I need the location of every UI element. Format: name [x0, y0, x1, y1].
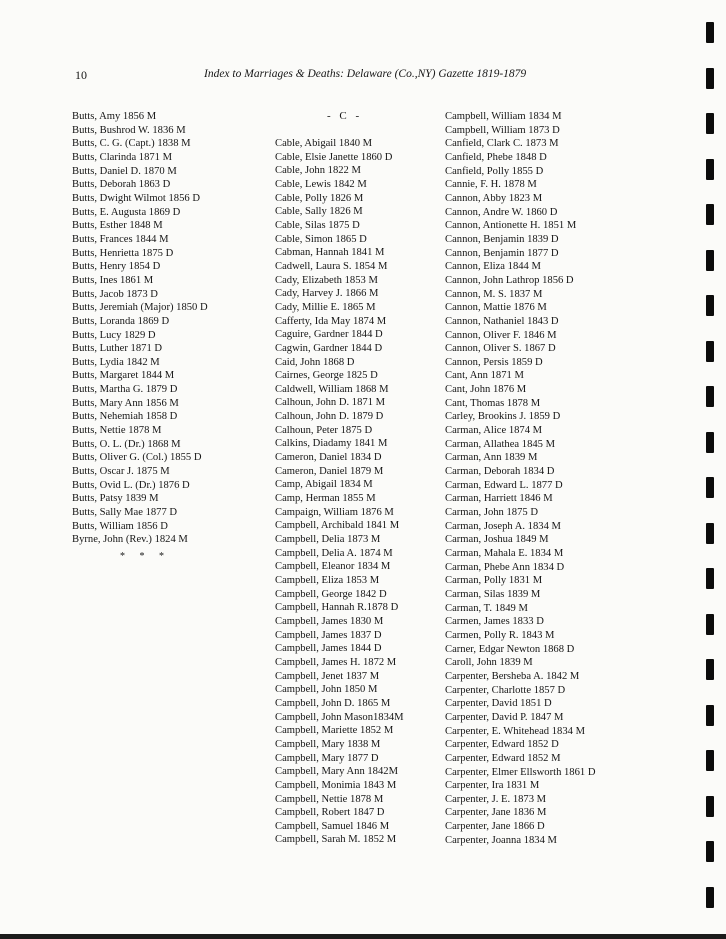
index-column-3: [445, 110, 596, 847]
index-entry: Carman, Alice 1874 M: [445, 425, 543, 437]
binding-hole: [706, 68, 714, 89]
index-entry: Cannon, Benjamin 1839 D: [445, 233, 559, 245]
index-entry: Cannon, Abby 1823 M: [445, 192, 543, 204]
binding-hole: [706, 796, 714, 817]
index-entry: Carman, Joseph A. 1834 M: [445, 520, 561, 532]
section-c-heading: - C -: [327, 110, 363, 122]
index-entry: Cannon, Antionette H. 1851 M: [445, 220, 577, 232]
index-entry: Caguire, Gardner 1844 D: [275, 329, 383, 341]
binding-hole: [706, 432, 714, 453]
page-number: 10: [75, 68, 87, 82]
index-entry: Campbell, George 1842 D: [275, 588, 387, 600]
index-entry: Campaign, William 1876 M: [275, 506, 394, 518]
index-entry: Butts, Jeremiah (Major) 1850 D: [72, 302, 208, 314]
index-entry: Cannie, F. H. 1878 M: [445, 179, 537, 191]
bottom-edge-rule: [0, 934, 726, 939]
binding-hole: [706, 887, 714, 908]
binding-hole: [706, 113, 714, 134]
index-entry: Carman, Allathea 1845 M: [445, 438, 556, 450]
index-entry: Cannon, Benjamin 1877 D: [445, 247, 559, 259]
index-entry: Campbell, James H. 1872 M: [275, 656, 397, 668]
index-entry: Carpenter, Ira 1831 M: [445, 780, 540, 792]
index-entry: Butts, Luther 1871 D: [72, 343, 163, 355]
index-entry: Cable, John 1822 M: [275, 165, 361, 177]
index-entry: Butts, Daniel D. 1870 M: [72, 165, 177, 177]
index-entry: Butts, Ovid L. (Dr.) 1876 D: [72, 479, 190, 491]
index-entry: Cannon, John Lathrop 1856 D: [445, 274, 574, 286]
index-entry: Butts, Esther 1848 M: [72, 220, 163, 232]
index-entry: Carman, T. 1849 M: [445, 602, 528, 614]
index-entry: Carpenter, E. Whitehead 1834 M: [445, 725, 585, 737]
index-entry: Cady, Elizabeth 1853 M: [275, 274, 378, 286]
end-marker: * * *: [120, 551, 170, 562]
index-entry: Campbell, Hannah R.1878 D: [275, 602, 399, 614]
index-entry: Byrne, John (Rev.) 1824 M: [72, 534, 188, 546]
index-entry: Butts, C. G. (Capt.) 1838 M: [72, 138, 191, 150]
index-entry: Cannon, Eliza 1844 M: [445, 261, 541, 273]
index-entry: Butts, Oscar J. 1875 M: [72, 466, 170, 478]
index-entry: Carman, Ann 1839 M: [445, 452, 538, 464]
index-entry: Campbell, Mary Ann 1842M: [275, 766, 398, 778]
index-entry: Butts, O. L. (Dr.) 1868 M: [72, 438, 181, 450]
index-entry: Butts, Deborah 1863 D: [72, 179, 171, 191]
index-entry: Butts, Nettie 1878 M: [72, 425, 162, 437]
index-entry: Campbell, Robert 1847 D: [275, 807, 385, 819]
index-entry: Canfield, Polly 1855 D: [445, 165, 544, 177]
index-entry: Butts, Lucy 1829 D: [72, 329, 156, 341]
index-entry: Butts, Dwight Wilmot 1856 D: [72, 192, 200, 204]
binding-hole: [706, 659, 714, 680]
binding-hole: [706, 250, 714, 271]
index-entry: Carman, John 1875 D: [445, 507, 538, 519]
binding-hole: [706, 568, 714, 589]
binding-hole: [706, 705, 714, 726]
index-entry: Butts, Clarinda 1871 M: [72, 151, 173, 163]
index-entry: Calhoun, John D. 1879 D: [275, 411, 384, 423]
index-entry: Cameron, Daniel 1879 M: [275, 465, 384, 477]
index-entry: Cable, Silas 1875 D: [275, 219, 360, 231]
index-entry: Campbell, Sarah M. 1852 M: [275, 834, 397, 846]
index-entry: Carley, Brookins J. 1859 D: [445, 411, 561, 423]
index-entry: Cable, Polly 1826 M: [275, 192, 364, 204]
binding-hole: [706, 22, 714, 43]
index-entry: Campbell, Eleanor 1834 M: [275, 561, 391, 573]
index-entry: Cable, Lewis 1842 M: [275, 178, 367, 190]
page-title: Index to Marriages & Deaths: Delaware (Co.,NY) Gazette 1819-1879: [204, 68, 527, 80]
index-entry: Campbell, Mary 1838 M: [275, 738, 381, 750]
index-entry: Cannon, Nathaniel 1843 D: [445, 315, 559, 327]
index-entry: Carman, Silas 1839 M: [445, 588, 541, 600]
index-entry: Carpenter, Joanna 1834 M: [445, 834, 557, 846]
binding-hole: [706, 477, 714, 498]
index-entry: Campbell, Archibald 1841 M: [275, 520, 400, 532]
index-entry: Camp, Herman 1855 M: [275, 493, 376, 505]
index-entry: Cant, Ann 1871 M: [445, 370, 524, 382]
index-entry: Butts, Sally Mae 1877 D: [72, 507, 178, 519]
index-entry: Carpenter, Charlotte 1857 D: [445, 684, 566, 696]
index-entry: Cagwin, Gardner 1844 D: [275, 342, 383, 354]
index-entry: Carmen, James 1833 D: [445, 616, 544, 628]
binding-hole: [706, 159, 714, 180]
index-entry: Butts, Lydia 1842 M: [72, 356, 160, 368]
index-entry: Campbell, Delia 1873 M: [275, 534, 381, 546]
index-entry: Cady, Harvey J. 1866 M: [275, 288, 379, 300]
index-entry: Campbell, Mary 1877 D: [275, 752, 379, 764]
index-entry: Canfield, Clark C. 1873 M: [445, 138, 559, 150]
index-entry: Campbell, Jenet 1837 M: [275, 670, 380, 682]
index-entry: Cafferty, Ida May 1874 M: [275, 315, 387, 327]
index-entry: Cannon, Andre W. 1860 D: [445, 206, 558, 218]
index-entry: Cant, Thomas 1878 M: [445, 397, 541, 409]
index-entry: Butts, Oliver G. (Col.) 1855 D: [72, 452, 202, 464]
index-entry: Butts, William 1856 D: [72, 520, 168, 532]
index-entry: Campbell, William 1834 M: [445, 111, 562, 122]
index-entry: Butts, Amy 1856 M: [72, 111, 157, 122]
index-entry: Calkins, Diadamy 1841 M: [275, 438, 388, 450]
binding-hole: [706, 341, 714, 362]
index-entry: Carpenter, Edward 1852 D: [445, 739, 559, 751]
index-entry: Carman, Deborah 1834 D: [445, 466, 555, 478]
index-entry: Butts, Ines 1861 M: [72, 274, 154, 286]
index-entry: Cable, Simon 1865 D: [275, 233, 367, 245]
index-entry: Canfield, Phebe 1848 D: [445, 151, 547, 163]
index-entry: Carman, Mahala E. 1834 M: [445, 548, 564, 559]
index-entry: Cabman, Hannah 1841 M: [275, 247, 385, 259]
index-entry: Campbell, Delia A. 1874 M: [275, 547, 393, 559]
index-entry: Camp, Abigail 1834 M: [275, 479, 373, 491]
index-entry: Carpenter, David 1851 D: [445, 698, 552, 710]
index-entry: Butts, Henry 1854 D: [72, 261, 161, 273]
index-entry: Butts, Mary Ann 1856 M: [72, 397, 179, 409]
index-entry: Cant, John 1876 M: [445, 384, 527, 396]
index-entry: Campbell, Monimia 1843 M: [275, 779, 397, 791]
index-column-2: [275, 137, 404, 847]
index-entry: Carpenter, Jane 1866 D: [445, 821, 545, 833]
index-entry: Caroll, John 1839 M: [445, 657, 533, 669]
index-entry: Caid, John 1868 D: [275, 356, 355, 368]
index-entry: Carman, Polly 1831 M: [445, 575, 543, 587]
index-entry: Carpenter, Elmer Ellsworth 1861 D: [445, 766, 596, 778]
index-entry: Campbell, John 1850 M: [275, 684, 378, 696]
index-entry: Carpenter, David P. 1847 M: [445, 711, 564, 723]
index-entry: Cameron, Daniel 1834 D: [275, 452, 382, 464]
index-entry: Calhoun, Peter 1875 D: [275, 424, 373, 436]
index-entry: Butts, Margaret 1844 M: [72, 370, 175, 382]
binding-hole: [706, 750, 714, 771]
index-entry: Carpenter, J. E. 1873 M: [445, 793, 547, 805]
index-entry: Carman, Edward L. 1877 D: [445, 479, 563, 491]
index-entry: Butts, Bushrod W. 1836 M: [72, 124, 186, 136]
index-entry: Butts, Martha G. 1879 D: [72, 384, 178, 396]
index-entry: Cannon, M. S. 1837 M: [445, 288, 543, 300]
index-entry: Campbell, William 1873 D: [445, 124, 560, 136]
index-entry: Cannon, Oliver F. 1846 M: [445, 329, 557, 341]
index-entry: Campbell, John D. 1865 M: [275, 697, 391, 709]
binding-hole: [706, 523, 714, 544]
index-entry: Campbell, James 1844 D: [275, 643, 382, 655]
index-entry: Cable, Abigail 1840 M: [275, 138, 373, 149]
index-entry: Cable, Elsie Janette 1860 D: [275, 151, 393, 163]
index-entry: Butts, E. Augusta 1869 D: [72, 206, 181, 218]
index-entry: Carpenter, Edward 1852 M: [445, 752, 561, 764]
index-entry: Cannon, Oliver S. 1867 D: [445, 343, 556, 355]
index-column-1: [72, 110, 208, 547]
index-entry: Butts, Loranda 1869 D: [72, 315, 170, 327]
index-entry: Campbell, Nettie 1878 M: [275, 793, 384, 805]
index-entry: Carmen, Polly R. 1843 M: [445, 629, 555, 641]
index-entry: Cable, Sally 1826 M: [275, 206, 363, 218]
index-entry: Carpenter, Jane 1836 M: [445, 807, 547, 819]
binding-hole: [706, 614, 714, 635]
index-entry: Cadwell, Laura S. 1854 M: [275, 260, 388, 272]
index-entry: Cannon, Mattie 1876 M: [445, 302, 547, 314]
index-entry: Butts, Patsy 1839 M: [72, 493, 159, 505]
index-entry: Cairnes, George 1825 D: [275, 370, 378, 382]
index-entry: Campbell, Eliza 1853 M: [275, 575, 380, 586]
index-entry: Carman, Phebe Ann 1834 D: [445, 561, 565, 573]
index-entry: Campbell, Mariette 1852 M: [275, 725, 394, 737]
binding-hole: [706, 841, 714, 862]
binding-hole: [706, 295, 714, 316]
index-entry: Campbell, Samuel 1846 M: [275, 820, 390, 832]
index-entry: Carpenter, Bersheba A. 1842 M: [445, 670, 580, 682]
index-entry: Caldwell, William 1868 M: [275, 383, 389, 395]
index-entry: Campbell, John Mason1834M: [275, 711, 404, 723]
index-entry: Butts, Jacob 1873 D: [72, 288, 158, 300]
index-entry: Carman, Joshua 1849 M: [445, 534, 549, 546]
index-entry: Butts, Nehemiah 1858 D: [72, 411, 178, 423]
index-entry: Cady, Millie E. 1865 M: [275, 301, 376, 313]
index-entry: Carman, Harriett 1846 M: [445, 493, 553, 505]
index-entry: Butts, Henrietta 1875 D: [72, 247, 174, 259]
index-entry: Campbell, James 1830 M: [275, 615, 384, 627]
index-entry: Carner, Edgar Newton 1868 D: [445, 643, 575, 655]
binding-hole: [706, 204, 714, 225]
index-entry: Cannon, Persis 1859 D: [445, 356, 543, 368]
index-entry: Campbell, James 1837 D: [275, 629, 382, 641]
index-entry: Butts, Frances 1844 M: [72, 233, 169, 245]
index-entry: Calhoun, John D. 1871 M: [275, 397, 386, 409]
binding-hole: [706, 386, 714, 407]
